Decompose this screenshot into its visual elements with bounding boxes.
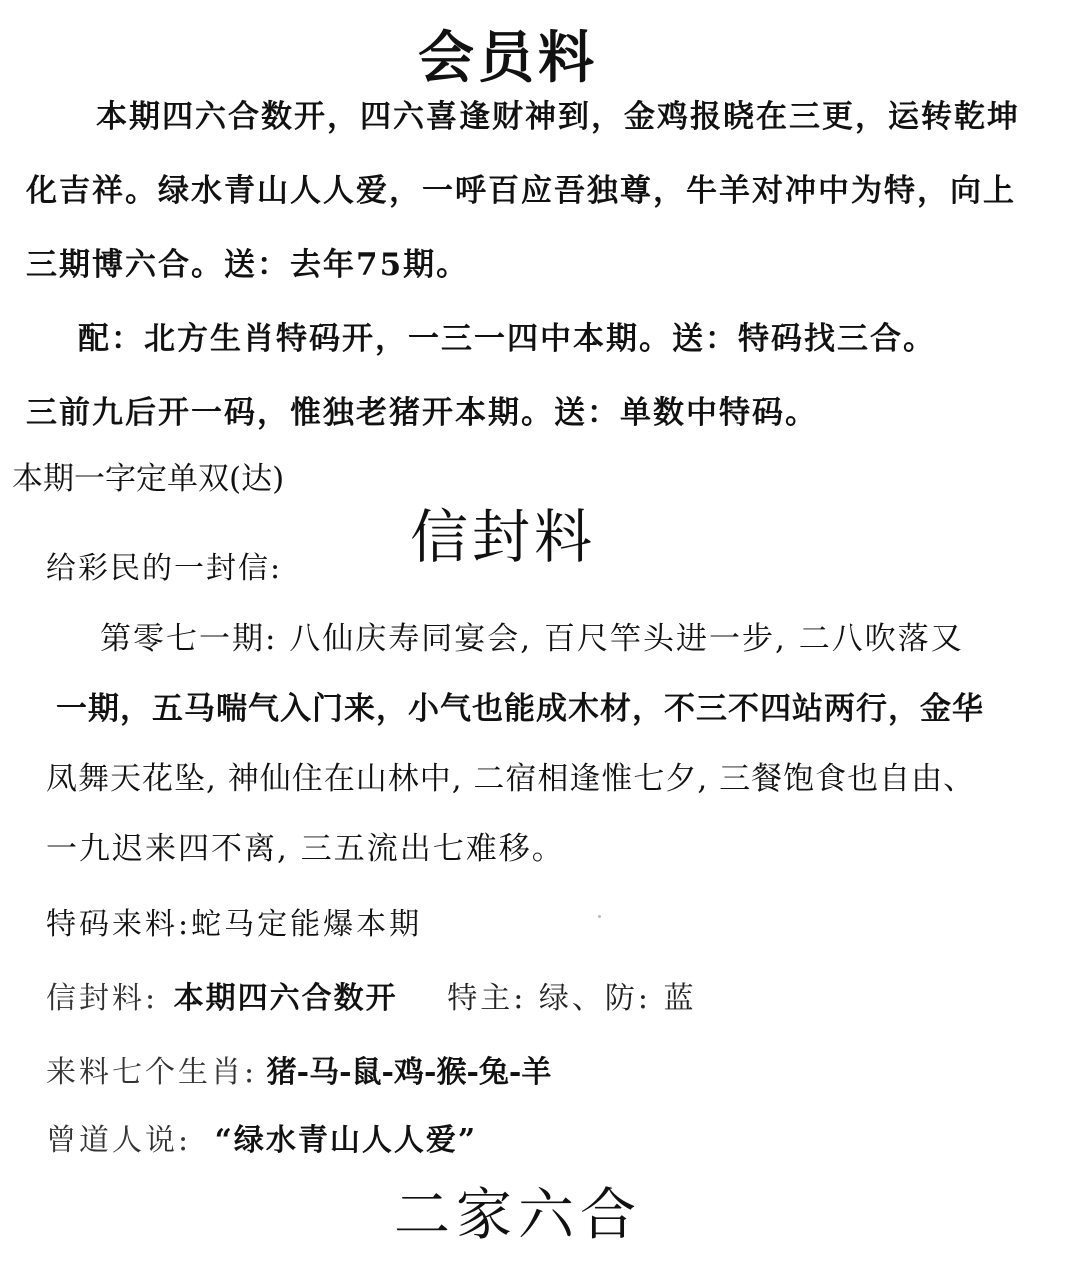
envelope-material-label: 信封料:: [46, 981, 159, 1016]
poem-line-2: 一期，五马喘气入门来，小气也能成木材，不三不四站两行，金华: [56, 691, 984, 727]
taoist-saying-value: “绿水青山人人爱”: [214, 1123, 478, 1158]
member-line-3: 三期博六合。送：去年75期。: [26, 247, 470, 283]
taoist-saying-line: [46, 1123, 478, 1158]
poem-line-4: 一九迟来四不离, 三五流出七难移。: [46, 831, 565, 867]
member-line-5: 三前九后开一码，惟独老猪开本期。送：单数中特码。: [26, 395, 818, 431]
taoist-saying-label: 曾道人说:: [46, 1123, 192, 1158]
seven-zodiacs-label: 来料七个生肖:: [46, 1055, 258, 1090]
special-code-line: [46, 907, 423, 942]
single-double-line: 本期一字定单双(达): [12, 461, 285, 497]
seven-zodiacs-line: [46, 1055, 552, 1090]
envelope-section-title: 信封料: [410, 503, 597, 571]
next-section-title: 二家六合: [394, 1183, 642, 1248]
seven-zodiacs-value: 猪-马-鼠-鸡-猴-兔-羊: [266, 1055, 552, 1090]
envelope-material-value: 本期四六合数开: [173, 981, 398, 1016]
envelope-material-line: [46, 981, 697, 1016]
member-section-title: 会员料: [418, 25, 598, 91]
scan-speck: [598, 915, 601, 918]
poem-line-1: 第零七一期: 八仙庆寿同宴会, 百尺竿头进一步, 二八吹落又: [100, 621, 964, 657]
special-code-label: 特码来料:: [46, 907, 192, 942]
member-line-2: 化吉祥。绿水青山人人爱，一呼百应吾独尊，牛羊对冲中为特，向上: [26, 173, 1016, 209]
poem-line-3: 凤舞天花坠, 神仙住在山林中, 二宿相逢惟七夕, 三餐饱食也自由、: [46, 761, 976, 797]
member-line-4: 配：北方生肖特码开，一三一四中本期。送：特码找三合。: [78, 321, 936, 357]
special-code-value: 蛇马定能爆本期: [191, 907, 423, 942]
member-line-1: 本期四六合数开，四六喜逢财神到，金鸡报晓在三更，运转乾坤: [96, 99, 1020, 135]
letter-heading: 给彩民的一封信:: [46, 551, 283, 586]
special-main-value: 特主: 绿、防: 蓝: [447, 981, 697, 1016]
